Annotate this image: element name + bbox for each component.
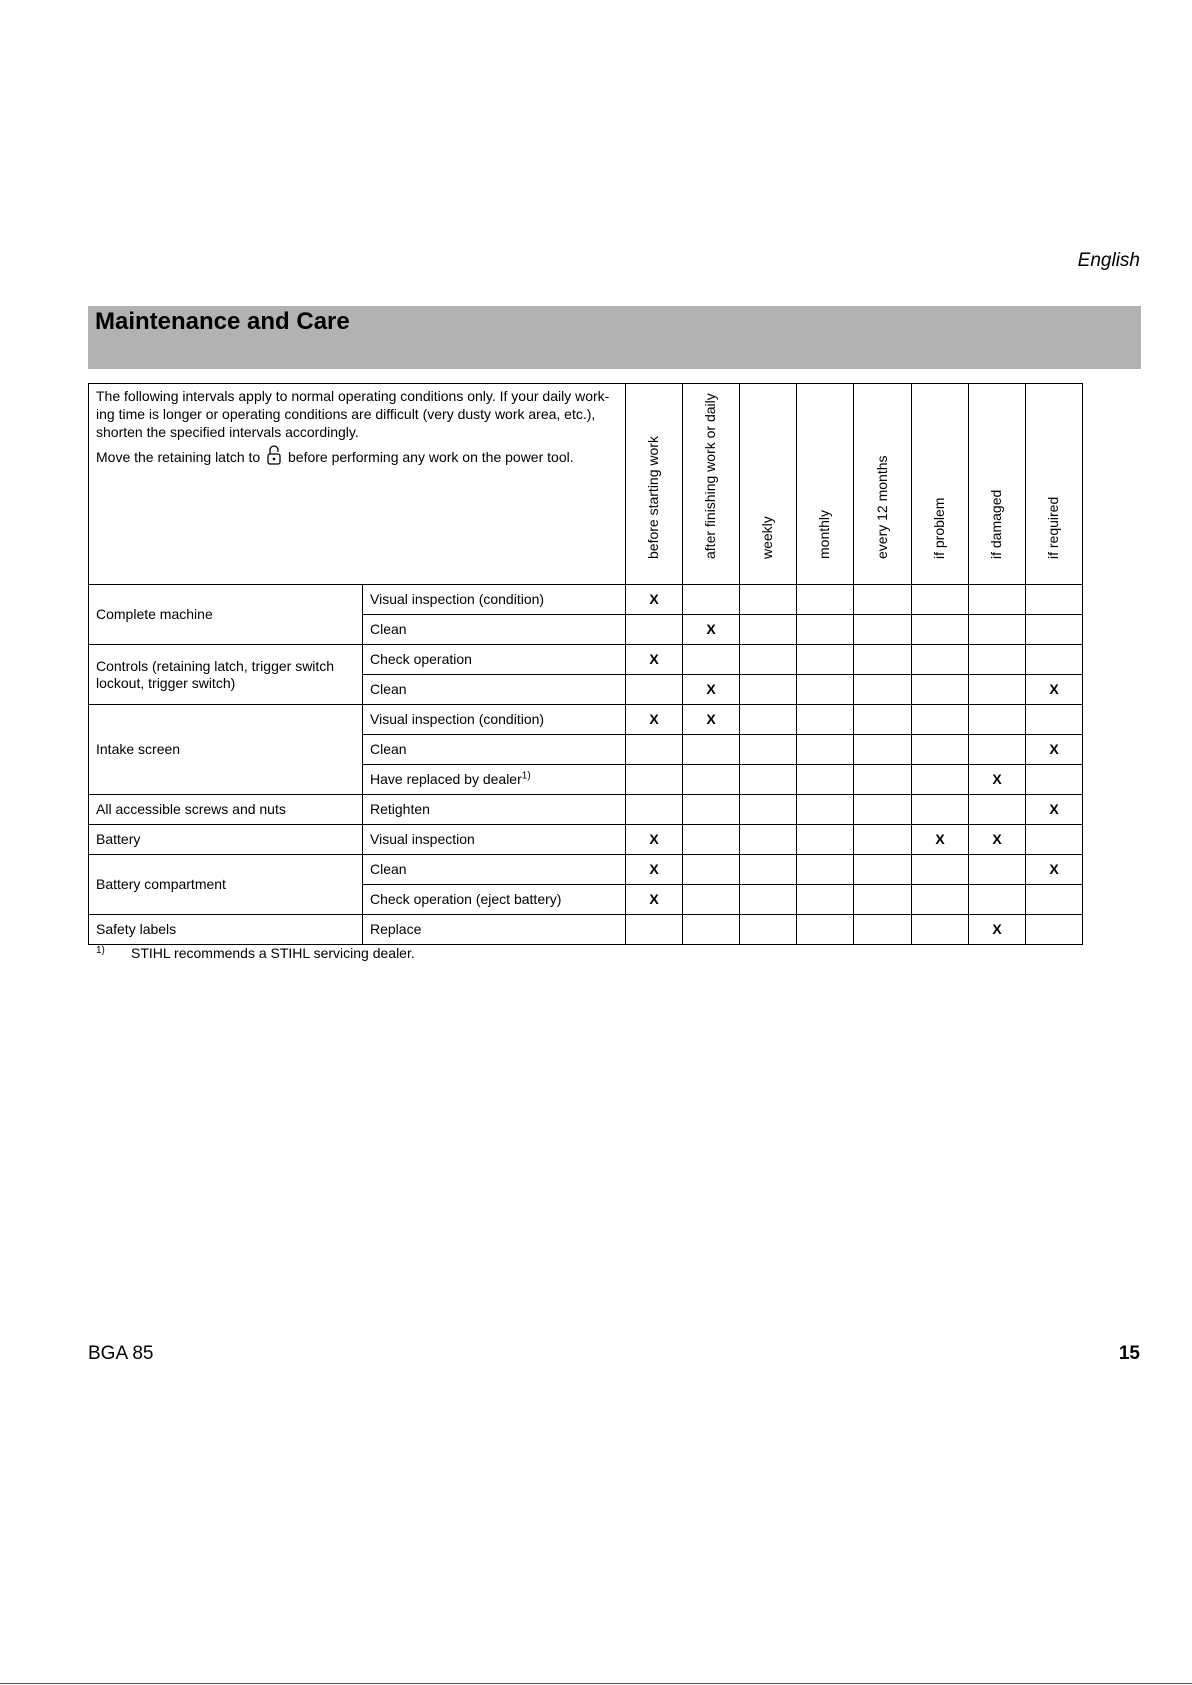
interval-mark — [969, 645, 1026, 675]
interval-mark: X — [683, 705, 740, 735]
interval-mark — [854, 735, 912, 765]
task-cell: Visual inspection — [363, 825, 626, 855]
table-row — [89, 585, 1083, 615]
intro-cell — [89, 384, 626, 585]
column-header: every 12 months — [854, 384, 912, 585]
table-row — [89, 795, 1083, 825]
bottom-rule — [0, 1683, 1192, 1684]
interval-mark — [683, 585, 740, 615]
model-name: BGA 85 — [88, 1343, 154, 1364]
interval-mark — [683, 735, 740, 765]
column-header: if damaged — [969, 384, 1026, 585]
interval-mark — [683, 765, 740, 795]
padlock-unlocked-icon — [267, 445, 281, 469]
interval-mark — [854, 765, 912, 795]
table-row — [89, 705, 1083, 735]
interval-mark: X — [626, 705, 683, 735]
interval-mark — [740, 825, 797, 855]
task-cell: Check operation (eject battery) — [363, 885, 626, 915]
column-header: if required — [1026, 384, 1083, 585]
interval-mark: X — [626, 855, 683, 885]
interval-mark — [912, 705, 969, 735]
interval-mark — [740, 765, 797, 795]
interval-mark — [854, 675, 912, 705]
task-cell: Replace — [363, 915, 626, 945]
component-cell: Safety labels — [89, 915, 363, 945]
interval-mark — [854, 825, 912, 855]
footnote-text: STIHL recommends a STIHL servicing dealer. — [131, 945, 415, 961]
interval-mark — [1026, 645, 1083, 675]
interval-mark — [912, 795, 969, 825]
column-header: weekly — [740, 384, 797, 585]
interval-mark — [912, 915, 969, 945]
interval-mark — [912, 645, 969, 675]
interval-mark — [626, 765, 683, 795]
interval-mark — [626, 915, 683, 945]
component-cell: Complete machine — [89, 585, 363, 645]
interval-mark — [740, 585, 797, 615]
interval-mark — [740, 735, 797, 765]
table-row — [89, 645, 1083, 675]
interval-mark — [1026, 765, 1083, 795]
interval-mark — [740, 795, 797, 825]
interval-mark — [912, 735, 969, 765]
component-cell: Battery compartment — [89, 855, 363, 915]
interval-mark — [797, 825, 854, 855]
interval-mark — [797, 705, 854, 735]
interval-mark — [969, 585, 1026, 615]
table-row — [89, 855, 1083, 885]
interval-mark — [1026, 705, 1083, 735]
interval-mark — [797, 765, 854, 795]
task-cell: Clean — [363, 675, 626, 705]
interval-mark: X — [1026, 855, 1083, 885]
task-cell: Clean — [363, 615, 626, 645]
interval-mark: X — [1026, 795, 1083, 825]
interval-mark — [626, 675, 683, 705]
interval-mark — [912, 615, 969, 645]
interval-mark — [740, 615, 797, 645]
component-cell: All accessible screws and nuts — [89, 795, 363, 825]
interval-mark — [854, 645, 912, 675]
interval-mark — [1026, 915, 1083, 945]
interval-mark — [683, 915, 740, 945]
interval-mark — [1026, 885, 1083, 915]
table-row — [89, 915, 1083, 945]
language-label: English — [1077, 250, 1140, 271]
interval-mark — [626, 795, 683, 825]
interval-mark — [912, 855, 969, 885]
section-title: Maintenance and Care — [95, 308, 350, 335]
interval-mark — [626, 735, 683, 765]
interval-mark — [797, 675, 854, 705]
latch-instruction-after: before performing any work on the power tool. — [288, 449, 574, 465]
task-cell: Visual inspection (condition) — [363, 705, 626, 735]
interval-mark — [1026, 825, 1083, 855]
interval-mark — [740, 675, 797, 705]
column-header: if problem — [912, 384, 969, 585]
interval-mark — [683, 885, 740, 915]
interval-mark — [912, 765, 969, 795]
component-cell: Controls (retaining latch, trigger switch lockout, trigger switch) — [89, 645, 363, 705]
interval-mark — [969, 735, 1026, 765]
interval-mark — [969, 885, 1026, 915]
interval-mark: X — [626, 645, 683, 675]
interval-mark — [969, 615, 1026, 645]
interval-mark — [854, 855, 912, 885]
task-cell: Clean — [363, 855, 626, 885]
interval-mark: X — [683, 675, 740, 705]
interval-mark — [854, 795, 912, 825]
interval-mark — [740, 645, 797, 675]
interval-mark — [683, 795, 740, 825]
interval-mark: X — [626, 885, 683, 915]
task-label: Have replaced by dealer — [370, 771, 522, 787]
interval-mark — [740, 855, 797, 885]
interval-mark — [797, 795, 854, 825]
interval-mark — [740, 915, 797, 945]
interval-mark — [854, 885, 912, 915]
interval-mark — [626, 615, 683, 645]
interval-mark — [683, 645, 740, 675]
section-banner — [88, 306, 1141, 369]
interval-mark — [854, 585, 912, 615]
interval-mark — [683, 855, 740, 885]
interval-mark — [912, 885, 969, 915]
latch-instruction-before: Move the retaining latch to — [96, 449, 261, 465]
component-cell: Intake screen — [89, 705, 363, 795]
interval-mark — [1026, 615, 1083, 645]
footnote-ref: 1) — [521, 770, 531, 782]
task-cell — [363, 765, 626, 795]
table-row — [89, 825, 1083, 855]
interval-mark — [797, 645, 854, 675]
interval-mark — [797, 615, 854, 645]
column-header: after finishing work or daily — [683, 384, 740, 585]
interval-mark — [969, 705, 1026, 735]
interval-mark — [740, 705, 797, 735]
component-cell: Battery — [89, 825, 363, 855]
interval-mark: X — [912, 825, 969, 855]
footnote — [96, 945, 415, 961]
interval-mark: X — [626, 585, 683, 615]
interval-mark — [797, 855, 854, 885]
interval-mark: X — [626, 825, 683, 855]
latch-instruction — [96, 445, 625, 469]
interval-mark — [1026, 585, 1083, 615]
interval-mark: X — [969, 915, 1026, 945]
task-cell: Retighten — [363, 795, 626, 825]
interval-mark — [854, 615, 912, 645]
interval-mark — [797, 735, 854, 765]
interval-mark — [912, 675, 969, 705]
interval-mark: X — [969, 825, 1026, 855]
column-header: monthly — [797, 384, 854, 585]
interval-mark: X — [1026, 735, 1083, 765]
interval-mark: X — [969, 765, 1026, 795]
interval-mark: X — [1026, 675, 1083, 705]
footnote-mark: 1) — [96, 945, 105, 956]
task-cell: Visual inspection (condition) — [363, 585, 626, 615]
interval-mark: X — [683, 615, 740, 645]
interval-mark — [740, 885, 797, 915]
intro-paragraph: The following intervals apply to normal operating conditions only. If your daily work-ing time is longer or operating conditions are difficult (very dusty work area, etc.), shorten the specified intervals accordingly. — [96, 388, 610, 440]
interval-mark — [912, 585, 969, 615]
interval-mark — [797, 915, 854, 945]
column-header: before starting work — [626, 384, 683, 585]
interval-mark — [683, 825, 740, 855]
task-cell: Clean — [363, 735, 626, 765]
maintenance-table — [88, 383, 1083, 945]
interval-mark — [969, 675, 1026, 705]
interval-mark — [854, 915, 912, 945]
page-number: 15 — [1118, 1343, 1140, 1364]
interval-mark — [797, 885, 854, 915]
interval-mark — [969, 795, 1026, 825]
interval-mark — [797, 585, 854, 615]
interval-mark — [854, 705, 912, 735]
interval-mark — [969, 855, 1026, 885]
table-header-row — [89, 384, 1083, 585]
task-cell: Check operation — [363, 645, 626, 675]
